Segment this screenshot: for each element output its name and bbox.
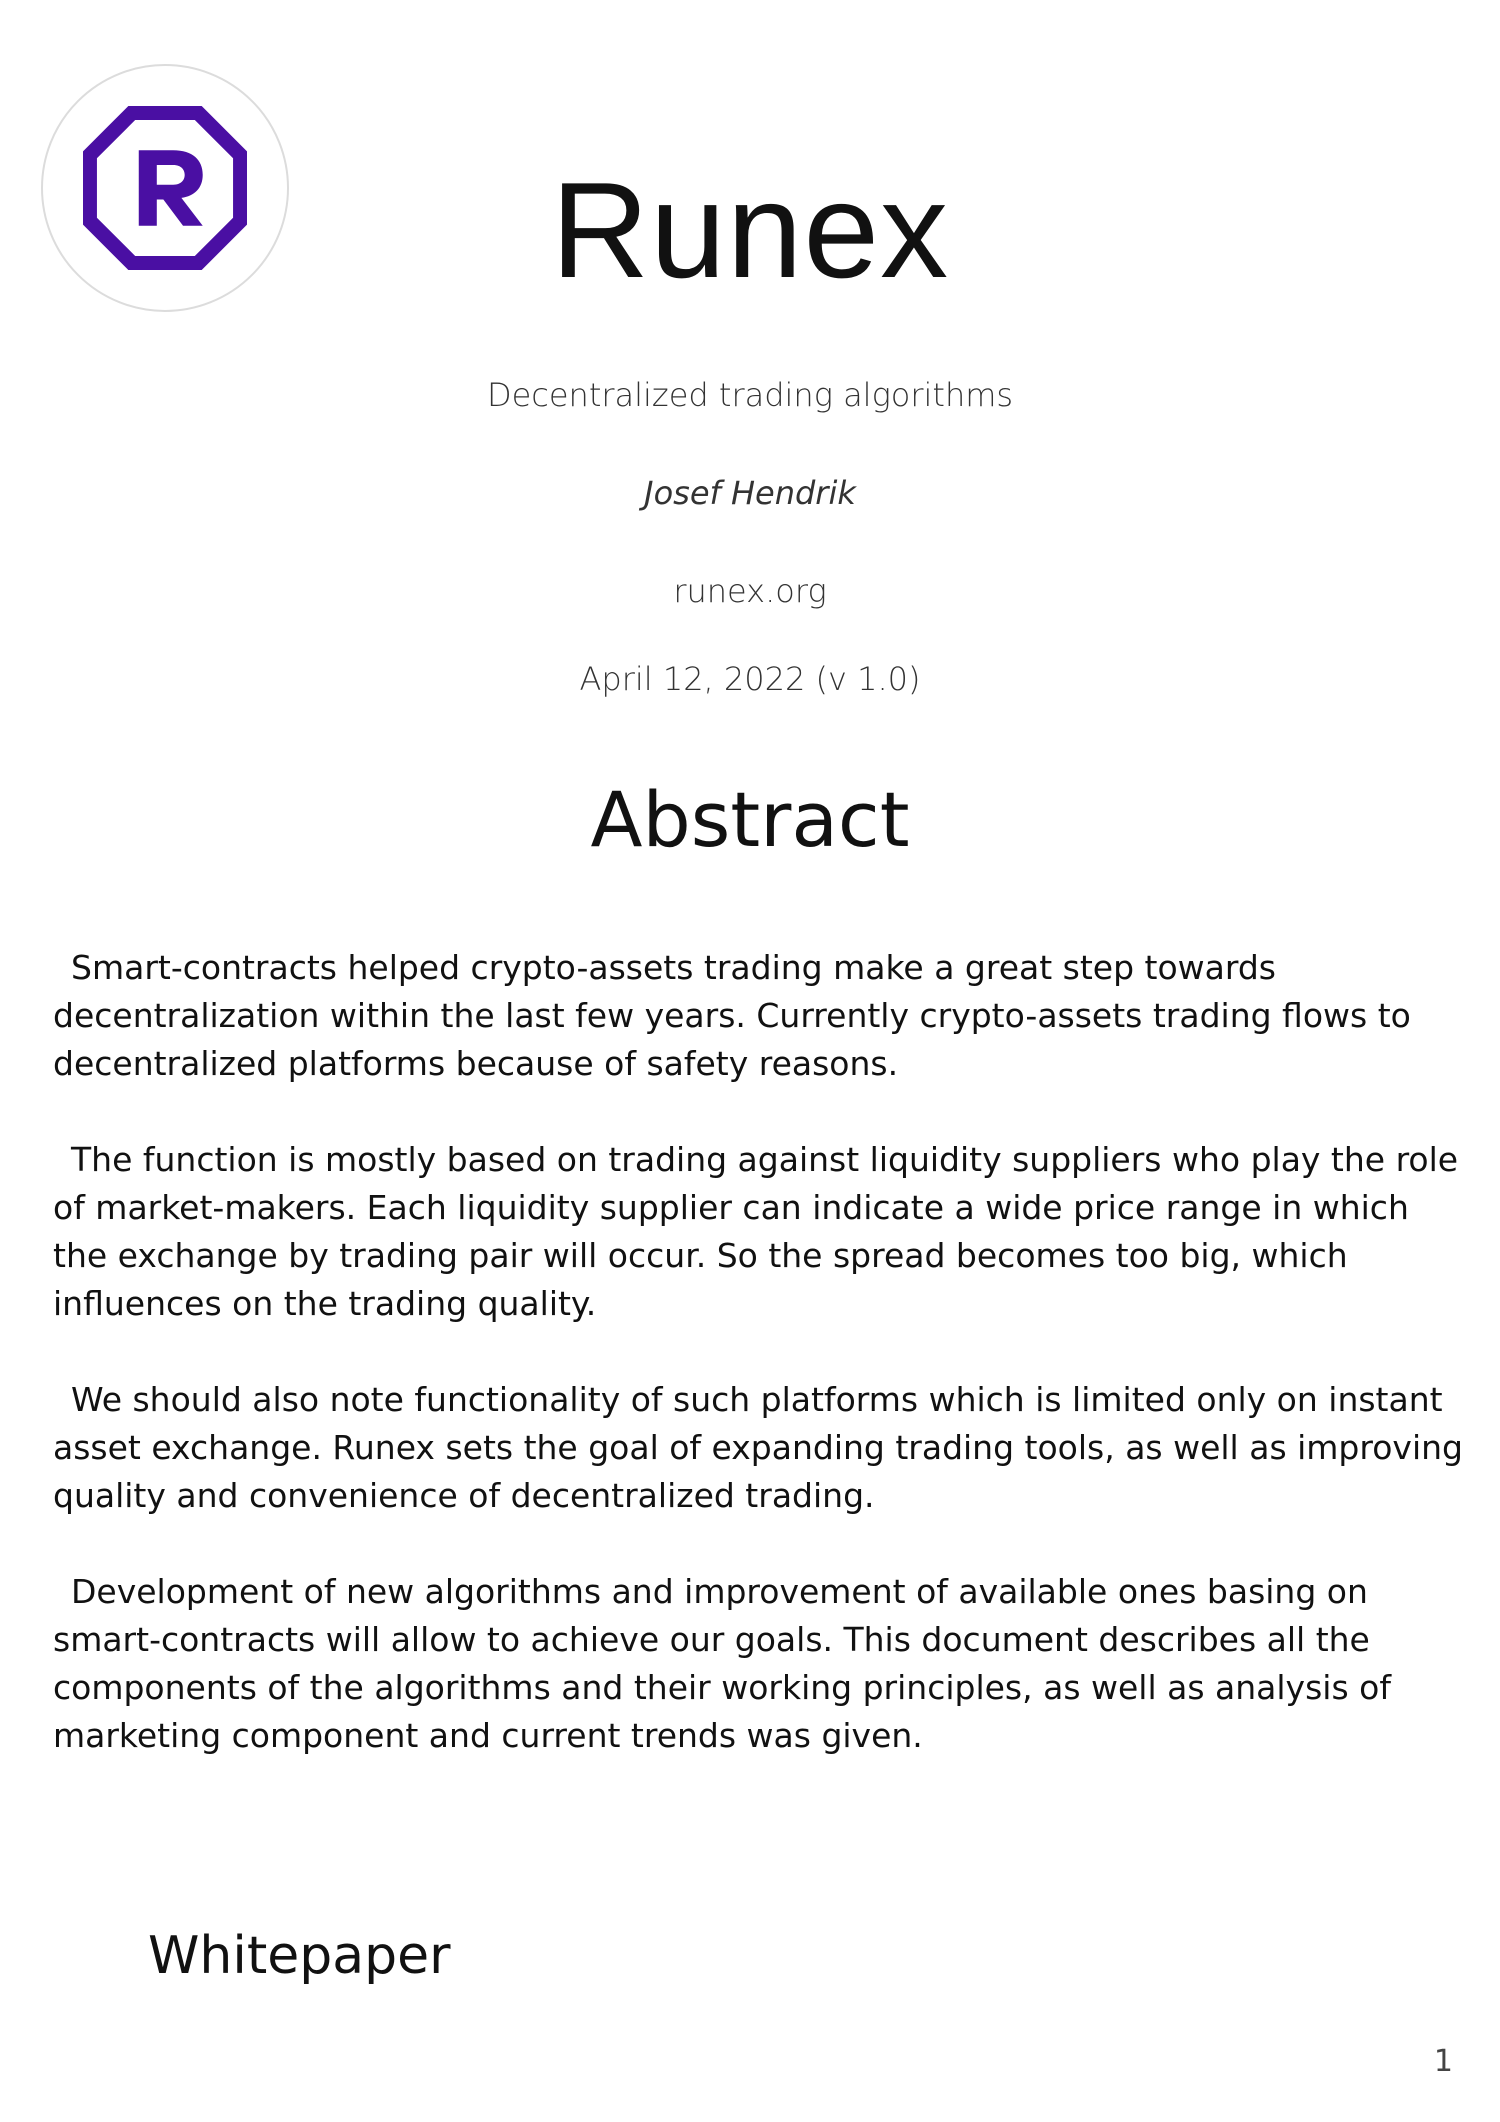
publication-date: April 12, 2022 (v 1.0) bbox=[579, 660, 921, 698]
footer-label: Whitepaper bbox=[148, 1926, 451, 1986]
author-name: Josef Hendrik bbox=[644, 474, 856, 512]
abstract-paragraph: Smart-contracts helped crypto-assets trading make a great step towards decentralization within the last few years. Currently crypto-assets trading flows to decentralized platforms because of safety reasons. bbox=[53, 948, 1411, 1083]
abstract-body bbox=[53, 944, 1463, 1808]
page-number: 1 bbox=[1433, 2044, 1453, 2079]
abstract-paragraph: Development of new algorithms and improvement of available ones basing on smart-contracts will allow to achieve our goals. This document describes all the components of the algorithms and their working principles, as well as analysis of marketing component and current trends was given. bbox=[53, 1572, 1391, 1755]
abstract-paragraph: We should also note functionality of such platforms which is limited only on instant asset exchange. Runex sets the goal of expanding trading tools, as well as improving quality and convenience of decentralized trading. bbox=[53, 1380, 1463, 1515]
abstract-paragraph: The function is mostly based on trading against liquidity suppliers who play the role of market-makers. Each liquidity supplier can indicate a wide price range in which the exchange by trading pair will occur. So the spread becomes too big, which influences on the trading quality. bbox=[53, 1140, 1459, 1323]
website-link[interactable]: runex.org bbox=[673, 572, 827, 610]
document-title: Runex bbox=[550, 154, 950, 306]
document-subtitle: Decentralized trading algorithms bbox=[486, 376, 1014, 414]
abstract-heading: Abstract bbox=[590, 775, 910, 864]
